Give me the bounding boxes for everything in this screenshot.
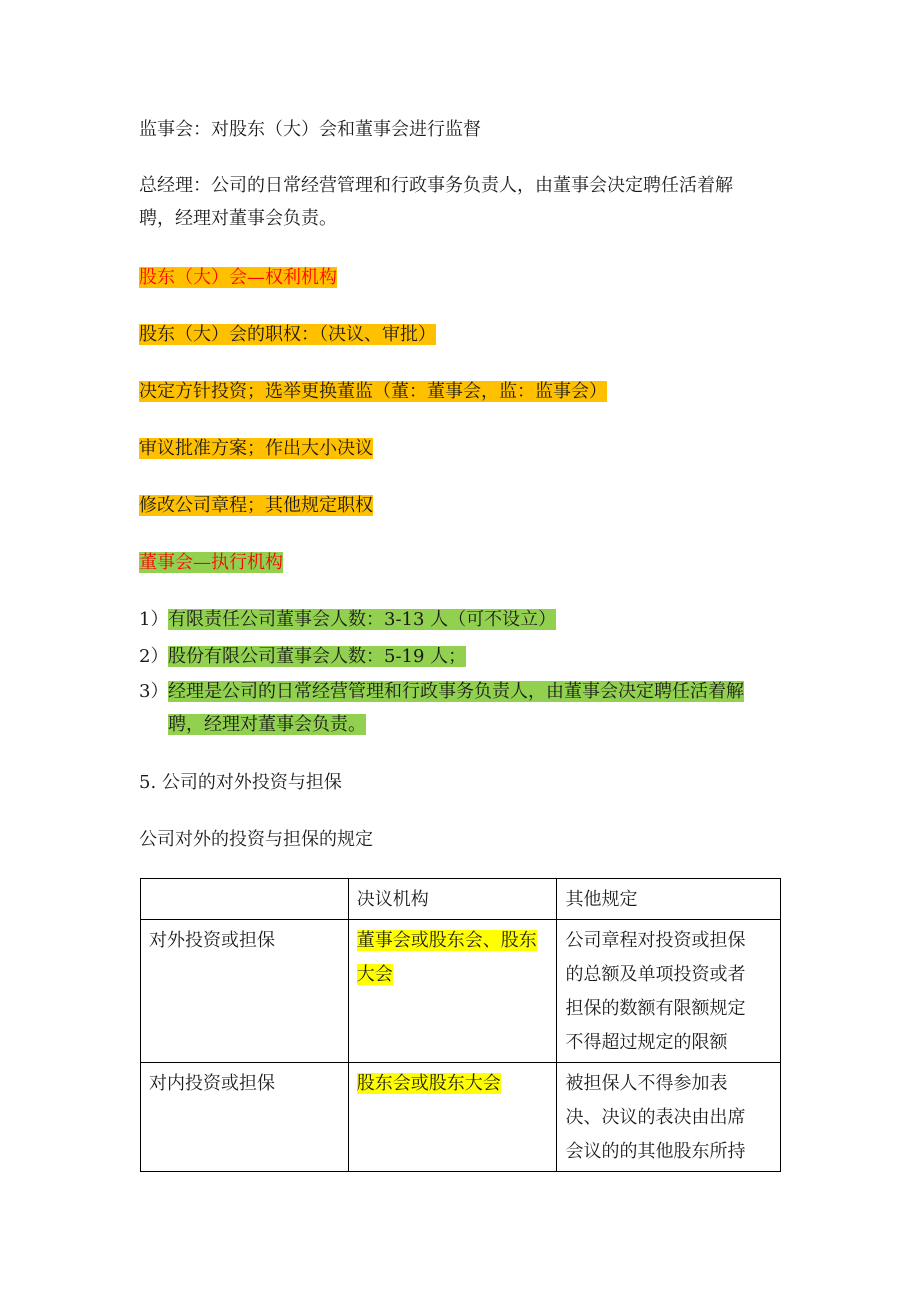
table-row [141, 1063, 781, 1172]
other-line: 的总额及单项投资或者 [565, 964, 746, 985]
other-line: 决、决议的表决由出席 [565, 1107, 746, 1128]
general-manager-line-1: 总经理：公司的日常经营管理和行政事务负责人，由董事会决定聘任活着解 [139, 175, 733, 196]
section-subheading: 公司对外的投资与担保的规定 [139, 829, 373, 850]
investment-guarantee-table [140, 878, 781, 1172]
table-header-cell: 决议机构 [348, 879, 557, 920]
body-line: 股东会或股东大会 [356, 1073, 501, 1094]
other-line: 公司章程对投资或担保 [565, 930, 746, 951]
table-header-cell: 其他规定 [557, 879, 781, 920]
table-cell-body [348, 1063, 557, 1172]
other-line: 被担保人不得参加表 [565, 1073, 728, 1094]
table-cell-body [348, 920, 557, 1063]
supervisory-board-line: 监事会：对股东（大）会和董事会进行监督 [139, 119, 481, 140]
powers-item-1-text: 决定方针投资；选举更换董监（董：董事会，监：监事会） [139, 381, 607, 402]
powers-item-2 [139, 433, 373, 465]
shareholders-heading-text: 股东（大）会—权利机构 [139, 267, 337, 288]
list-item-3-text-2: 聘，经理对董事会负责。 [168, 714, 366, 735]
body-line: 大会 [356, 964, 393, 985]
other-line: 会议的的其他股东所持 [565, 1141, 746, 1162]
list-item-3-text: 经理是公司的日常经营管理和行政事务负责人，由董事会决定聘任活着解 [168, 681, 744, 702]
table-cell-other [557, 1063, 781, 1172]
board-heading [139, 547, 283, 579]
table-header-cell [141, 879, 349, 920]
other-line: 担保的数额有限额规定 [565, 998, 746, 1019]
powers-title-text: 股东（大）会的职权：（决议、审批） [139, 324, 436, 345]
board-heading-text: 董事会—执行机构 [139, 552, 283, 573]
general-manager-line-2: 聘，经理对董事会负责。 [139, 208, 337, 229]
table-cell-type: 对外投资或担保 [141, 920, 349, 1063]
body-line: 董事会或股东会、股东 [356, 930, 537, 951]
other-line: 不得超过规定的限额 [565, 1032, 728, 1053]
list-item-1-text: 有限责任公司董事会人数：3-13 人（可不设立） [168, 609, 557, 630]
list-item-1 [168, 604, 556, 636]
powers-item-3-text: 修改公司章程；其他规定职权 [139, 495, 373, 516]
list-item-3 [168, 676, 744, 708]
table-cell-other [557, 920, 781, 1063]
list-item-3-number: 3） [139, 681, 169, 702]
list-item-2-text: 股份有限公司董事会人数：5-19 人； [168, 646, 467, 667]
powers-item-1 [139, 376, 607, 408]
table-header-row [141, 879, 781, 920]
table-cell-type: 对内投资或担保 [141, 1063, 349, 1172]
shareholders-heading [139, 262, 337, 294]
list-item-2 [168, 641, 466, 673]
list-item-3-cont [168, 709, 366, 741]
list-item-2-number: 2） [139, 646, 169, 667]
list-item-1-number: 1） [139, 609, 169, 630]
powers-title [139, 319, 436, 351]
powers-item-3 [139, 490, 373, 522]
section-heading: 5. 公司的对外投资与担保 [139, 772, 342, 793]
table-row [141, 920, 781, 1063]
powers-item-2-text: 审议批准方案；作出大小决议 [139, 438, 373, 459]
